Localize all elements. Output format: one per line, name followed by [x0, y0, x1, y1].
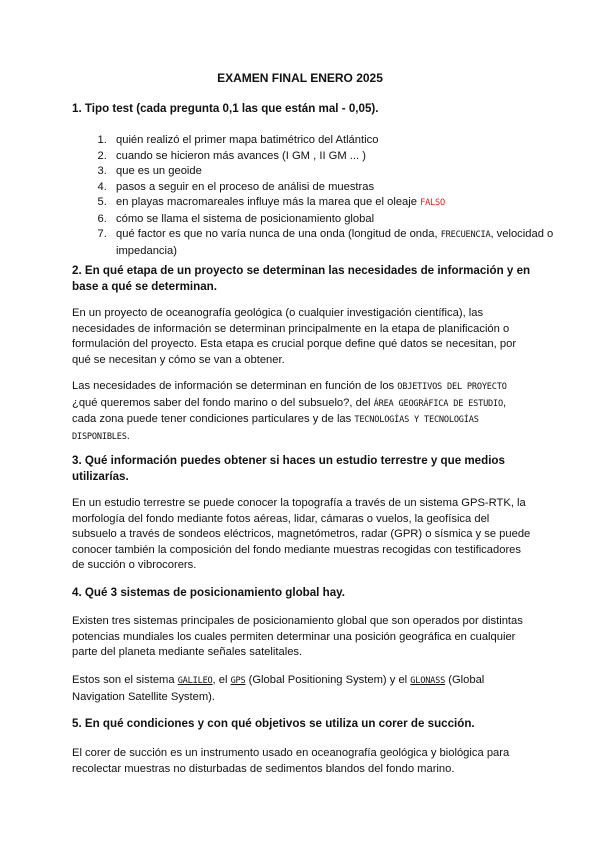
page-title: EXAMEN FINAL ENERO 2025	[217, 71, 383, 85]
highlight-tag: TECNOLOGÍAS Y TECNOLOGÍAS DISPONIBLES	[72, 415, 479, 442]
section-3-paragraph-1: En un estudio terrestre se puede conocer la topografía a través de un sistema GPS-RTK, la morfología del fondo mediante fotos aéreas, lidar, cámaras o vuelos, la geofísica del subsuelo a través de sondeos eléctricos, magnetómetros, radar (GPR) o sísmica y se puede conocer también la composición del fondo mediante muestras recogidas con testificadores de succión o vibrocorers.	[72, 497, 531, 572]
test-questions-list	[72, 133, 570, 259]
section-1-heading: 1. Tipo test (cada pregunta 0,1 las que están mal - 0,05).	[72, 102, 379, 115]
list-item: 4. pasos a seguir en el proceso de análisi de muestras	[110, 180, 570, 196]
highlight-tag: GALILEO	[177, 676, 213, 686]
section-4-paragraph-2: Estos son el sistema GALILEO, el GPS (Global Positioning System) y el GLONASS (Global Navigation Satellite System).	[72, 674, 485, 703]
list-item: 5. en playas macromareales influye más la marea que el oleaje FALSO	[110, 195, 570, 212]
list-item: 2. cuando se hicieron más avances (I GM , II GM ... )	[110, 149, 570, 165]
list-item: 3. que es un geoide	[110, 164, 570, 180]
answer-false-tag: FALSO	[420, 198, 445, 208]
highlight-tag: GLONASS	[410, 676, 446, 686]
section-4-heading: 4. Qué 3 sistemas de posicionamiento global hay.	[72, 586, 345, 599]
section-4-paragraph-1: Existen tres sistemas principales de posicionamiento global que son operados por distintas potencias mundiales los cuales permiten determinar una posición geográfica en cualquier parte del planeta mediante señales satelitales.	[72, 615, 523, 659]
list-item: 6. cómo se llama el sistema de posicionamiento global	[110, 212, 570, 228]
section-3-heading: 3. Qué información puedes obtener si haces un estudio terrestre y que medios utilizarías.	[72, 454, 505, 483]
answer-tag: FRECUENCIA	[440, 230, 491, 240]
section-5-paragraph-1: El corer de succión es un instrumento usado en oceanografía geológica y biológica para recolectar muestras no disturbadas de sedimentos blandos del fondo marino.	[72, 747, 510, 775]
section-5-heading: 5. En qué condiciones y con qué objetivos se utiliza un corer de succión.	[72, 717, 475, 730]
highlight-tag: ÁREA GEOGRÁFICA DE ESTUDIO	[373, 398, 503, 409]
highlight-tag: OBJETIVOS DEL PROYECTO	[397, 382, 507, 392]
list-item: 1. quién realizó el primer mapa batimétrico del Atlántico	[110, 133, 570, 149]
section-2-heading: 2. En qué etapa de un proyecto se determinan las necesidades de información y en base a qué se determinan.	[72, 264, 531, 293]
section-2-paragraph-1: En un proyecto de oceanografía geológica (o cualquier investigación científica), las necesidades de información se determinan principalmente en la etapa de planificación o formulación del proyecto. Esta etapa es crucial porque define qué datos se necesitan, por qué se necesitan y cómo se van a obtener.	[72, 307, 517, 366]
highlight-tag: GPS	[230, 676, 246, 686]
section-2-paragraph-2: Las necesidades de información se determinan en función de los OBJETIVOS DEL PROYECTO ¿qué queremos saber del fondo marino o del subsuelo?, del ÁREA GEOGRÁFICA DE ESTUDIO, cada zona puede tener condiciones particulares y de las TECNOLOGÍAS Y TECNOLOGÍAS DISPONIBLES.	[72, 380, 507, 442]
list-item: 7. qué factor es que no varía nunca de una onda (longitud de onda, FRECUENCIA, velocidad o impedancia)	[110, 227, 570, 259]
